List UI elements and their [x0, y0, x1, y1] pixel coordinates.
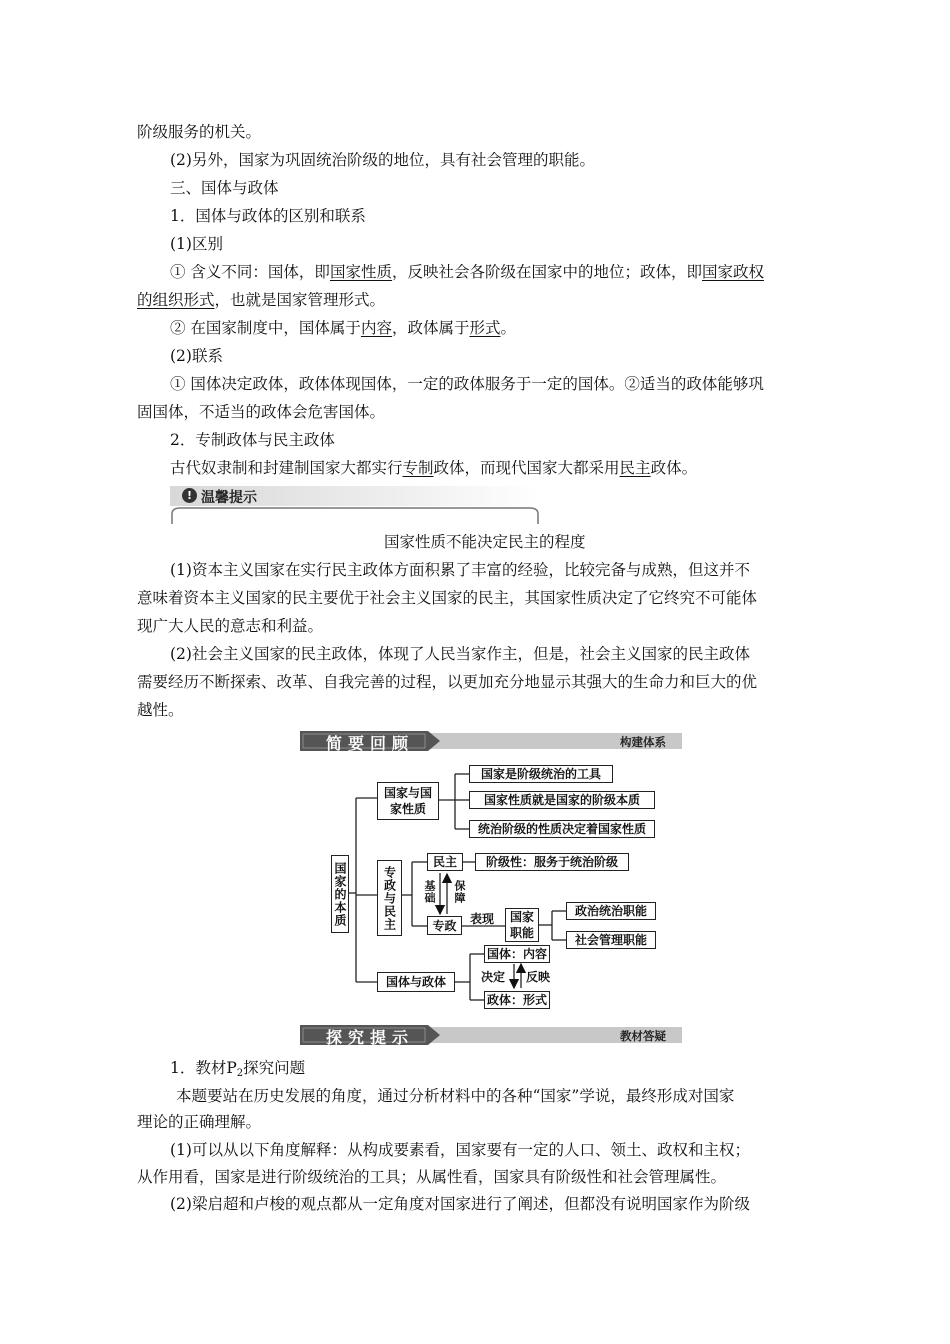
- text-line: [137, 290, 385, 310]
- subsection-heading: [170, 1058, 305, 1084]
- diagram-node-democracy: 民主: [427, 853, 463, 871]
- text-span: 。: [500, 319, 516, 337]
- text-line: [170, 458, 697, 478]
- subscript: 2: [236, 1068, 244, 1079]
- text-span: 1．教材P: [170, 1059, 237, 1077]
- underlined-term: 国家政权: [701, 263, 764, 281]
- tip-title: 国家性质不能决定民主的程度: [384, 533, 586, 551]
- section-banner-title: 探究提示: [326, 1028, 415, 1047]
- text-span: ① 含义不同：国体，即: [170, 263, 330, 281]
- text-line: 理论的正确理解。: [137, 1113, 262, 1131]
- node-label: 国家的本质: [333, 861, 347, 927]
- text-span: 政体。: [650, 459, 698, 477]
- text-line: (2)梁启超和卢梭的观点都从一定角度对国家进行了阐述，但都没有说明国家作为阶级: [170, 1195, 750, 1213]
- diagram-node-dictatorship-democracy: [377, 860, 402, 936]
- text-line: ① 国体决定政体，政体体现国体，一定的政体服务于一定的国体。②适当的政体能够巩: [170, 375, 764, 393]
- exclamation-icon: !: [182, 488, 197, 503]
- subsection-heading: 1．国体与政体的区别和联系: [170, 207, 366, 225]
- text-line: 阶级服务的机关。: [137, 123, 262, 141]
- text-line: 现广大人民的意志和利益。: [137, 617, 324, 635]
- diagram-leaf: 统治阶级的性质决定着国家性质: [469, 820, 655, 838]
- text-span: 探究问题: [243, 1059, 306, 1077]
- text-line: (2)联系: [170, 347, 223, 365]
- subsection-heading: 2．专制政体与民主政体: [170, 431, 335, 449]
- diagram-label-reflect: 反映: [526, 970, 551, 984]
- node-label: 专政与民主: [382, 865, 397, 931]
- diagram-leaf: 国体：内容: [484, 945, 550, 963]
- text-line: 固国体，不适当的政体会危害国体。: [137, 403, 386, 421]
- diagram-leaf: 社会管理职能: [566, 931, 656, 949]
- text-line: 从作用看，国家是进行阶级统治的工具；从属性看，国家具有阶级性和社会管理属性。: [137, 1168, 727, 1186]
- text-span: ，政体属于: [391, 319, 470, 337]
- underlined-term: 国家性质: [329, 263, 392, 281]
- text-span: ，也就是国家管理形式。: [214, 291, 386, 309]
- diagram-root-node: [331, 855, 349, 933]
- underlined-term: 形式: [469, 319, 501, 337]
- section-heading: 三、国体与政体: [170, 179, 279, 197]
- text-span: 政体，而现代国家大都采用: [433, 459, 620, 477]
- text-line: (2)另外，国家为巩固统治阶级的地位，具有社会管理的职能。: [170, 151, 595, 169]
- text-line: 越性。: [137, 701, 184, 719]
- section-banner-tag: 教材答疑: [620, 1029, 666, 1043]
- underlined-term: 内容: [360, 319, 392, 337]
- diagram-node-dictatorship: 专政: [427, 916, 462, 935]
- diagram-label-manifest: 表现: [470, 912, 495, 926]
- diagram-node-nature: 国家与国家性质: [377, 782, 439, 820]
- underlined-term: 民主: [619, 459, 651, 477]
- diagram-label-guarantee: 保障: [453, 880, 466, 904]
- text-line: 意味着资本主义国家的民主要优于社会主义国家的民主，其国家性质决定了它终究不可能体: [137, 589, 758, 607]
- diagram-leaf: 阶级性：服务于统治阶级: [475, 853, 629, 871]
- text-line: (1)区别: [170, 235, 223, 253]
- section-banner-title: 简要回顾: [326, 734, 415, 753]
- diagram-label-basis: 基础: [423, 880, 436, 904]
- tip-label: 温馨提示: [201, 490, 257, 506]
- text-span: 古代奴隶制和封建制国家大都实行: [170, 459, 403, 477]
- section-banner-tag: 构建体系: [620, 735, 666, 749]
- text-line: (2)社会主义国家的民主政体，体现了人民当家作主，但是，社会主义国家的民主政体: [170, 645, 750, 663]
- diagram-label-determine: 决定: [481, 970, 506, 984]
- text-line: [170, 318, 516, 338]
- diagram-node-state-system: 国体与政体: [377, 972, 455, 992]
- text-line: (1)可以从以下角度解释：从构成要素看，国家要有一定的人口、领土、政权和主权；: [170, 1141, 750, 1159]
- text-span: ② 在国家制度中，国体属于: [170, 319, 361, 337]
- underlined-term: 的组织形式: [137, 291, 215, 309]
- underlined-term: 专制: [402, 459, 434, 477]
- diagram-node-functions: 国家职能: [505, 908, 539, 942]
- text-line: 本题要站在历史发展的角度，通过分析材料中的各种“国家”学说，最终形成对国家: [176, 1087, 735, 1105]
- diagram-leaf: 政体：形式: [484, 991, 550, 1009]
- text-line: [170, 262, 764, 282]
- diagram-leaf: 国家是阶级统治的工具: [469, 765, 613, 783]
- diagram-leaf: 国家性质就是国家的阶级本质: [469, 791, 655, 809]
- text-line: (1)资本主义国家在实行民主政体方面积累了丰富的经验，比较完备与成熟，但这并不: [170, 561, 750, 579]
- diagram-leaf: 政治统治职能: [566, 902, 656, 920]
- text-line: 需要经历不断探索、改革、自我完善的过程，以更加充分地显示其强大的生命力和巨大的优: [137, 673, 758, 691]
- text-span: ，反映社会各阶级在国家中的地位；政体，即: [391, 263, 702, 281]
